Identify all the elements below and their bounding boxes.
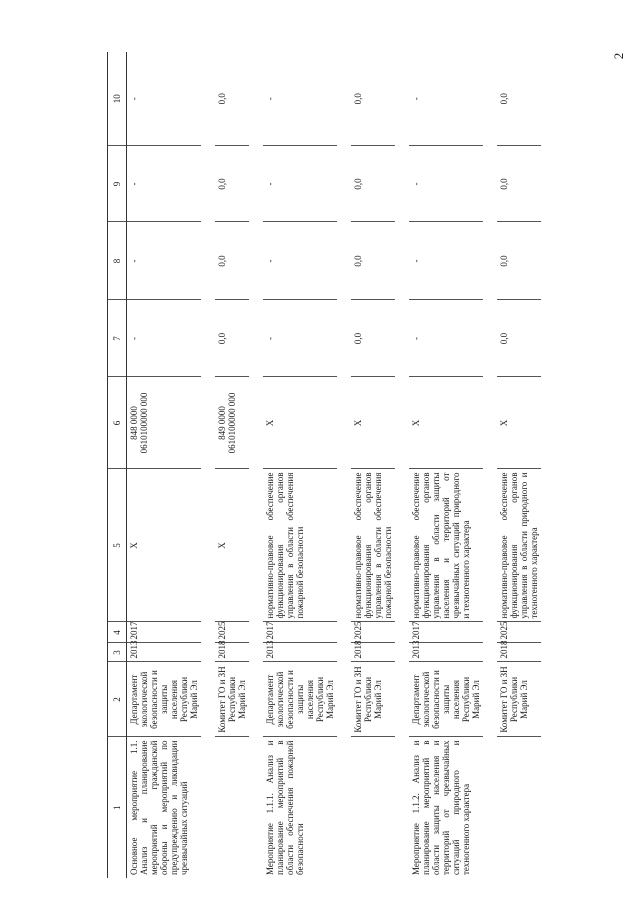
start-year-cell: 2013 (409, 643, 483, 662)
table-row (351, 52, 395, 878)
column-header-1: 1 (108, 737, 127, 878)
result-cell: нормативно-правовое обеспечение функционирования органов управления в области обеспечения пожарной безопасности (263, 469, 337, 622)
value-cell-7: - (409, 300, 483, 377)
activity-name-cell (497, 737, 541, 878)
activity-name-cell (351, 737, 395, 878)
executor-cell: Департамент экологической безопасности и защиты населения Республики Марий Эл (263, 662, 337, 737)
end-year-cell: 2017 (127, 622, 202, 643)
value-cell-7: - (127, 300, 202, 377)
value-cell-10: - (409, 52, 483, 146)
value-cell-7: - (263, 300, 337, 377)
budget-code-line: 848 0000 (129, 406, 139, 440)
end-year-cell: 2017 (409, 622, 483, 643)
value-cell-8: 0,0 (215, 222, 249, 300)
activity-name-cell: Мероприятие 1.1.2. Анализ и планирование мероприятий в области защиты населения и территорий от чрезвычайных ситуаций природного и техногенного характера (411, 740, 471, 875)
value-cell-8: 0,0 (497, 222, 541, 300)
result-cell: X (127, 469, 202, 622)
value-cell-10: 0,0 (351, 52, 395, 146)
header-row (108, 52, 127, 878)
end-year-cell: 2025 (215, 622, 249, 643)
value-cell-7: 0,0 (215, 300, 249, 377)
value-cell-9: 0,0 (497, 146, 541, 222)
activity-name-cell: Основное мероприятие 1.1. Анализ и планирование мероприятий гражданской обороны и мероприятий по предупреждению и ликвидации чрезвычайных ситуаций (129, 740, 189, 875)
value-cell-9: - (409, 146, 483, 222)
result-cell: нормативно-правовое обеспечение функционирования органов управления в области защиты населения и территорий от чрезвычайных ситуаций природного и техногенного характера (409, 469, 483, 622)
value-cell-8: - (127, 222, 202, 300)
start-year-cell: 2013 (263, 643, 337, 662)
column-header-4: 4 (108, 622, 127, 643)
column-header-5: 5 (108, 469, 127, 622)
table-row (497, 52, 541, 878)
budget-code-cell: X (263, 377, 337, 469)
value-cell-9: - (263, 146, 337, 222)
start-year-cell: 2018 (497, 643, 541, 662)
budget-code-line: 849 0000 (217, 406, 227, 440)
executor-cell: Комитет ГО и ЗН Республики Марий Эл (215, 662, 249, 737)
program-table (107, 52, 541, 878)
value-cell-9: 0,0 (215, 146, 249, 222)
value-cell-9: - (127, 146, 202, 222)
budget-code-cell (127, 377, 202, 469)
end-year-cell: 2025 (351, 622, 395, 643)
column-header-2: 2 (108, 662, 127, 737)
value-cell-8: 0,0 (351, 222, 395, 300)
executor-cell: Комитет ГО и ЗН Республики Марий Эл (351, 662, 395, 737)
column-header-3: 3 (108, 643, 127, 662)
activity-name-cell: Мероприятие 1.1.1. Анализ и планирование мероприятий в области обеспечения пожарной безопасности (265, 740, 305, 875)
value-cell-10: 0,0 (497, 52, 541, 146)
value-cell-8: - (409, 222, 483, 300)
value-cell-7: 0,0 (351, 300, 395, 377)
start-year-cell: 2018 (351, 643, 395, 662)
budget-code-cell (215, 377, 249, 469)
column-header-6: 6 (108, 377, 127, 469)
budget-code-line: 0610100000 000 (227, 392, 237, 454)
end-year-cell: 2017 (263, 622, 337, 643)
result-cell: нормативно-правовое обеспечение функционирования органов управления в области обеспечения пожарной безопасности (351, 469, 395, 622)
executor-cell: Департамент экологической безопасности и защиты населения Республики Марий Эл (127, 662, 202, 737)
executor-cell: Департамент экологической безопасности и защиты населения Республики Марий Эл (409, 662, 483, 737)
column-header-9: 9 (108, 146, 127, 222)
budget-code-cell: X (409, 377, 483, 469)
result-cell: X (215, 469, 249, 622)
end-year-cell: 2025 (497, 622, 541, 643)
budget-code-cell: X (497, 377, 541, 469)
table-row (263, 52, 337, 878)
budget-code-line: 0610100000 000 (139, 392, 149, 454)
start-year-cell: 2018 (215, 643, 249, 662)
column-header-8: 8 (108, 222, 127, 300)
value-cell-10: - (127, 52, 202, 146)
column-header-10: 10 (108, 52, 127, 146)
result-cell: нормативно-правовое обеспечение функционирования органов управления в области природного и техногенного характера (497, 469, 541, 622)
value-cell-8: - (263, 222, 337, 300)
executor-cell: Комитет ГО и ЗН Республики Марий Эл (497, 662, 541, 737)
page-number: 2 (611, 52, 626, 60)
budget-code-cell: X (351, 377, 395, 469)
value-cell-10: - (263, 52, 337, 146)
program-table-frame (107, 42, 539, 878)
value-cell-9: 0,0 (351, 146, 395, 222)
column-header-7: 7 (108, 300, 127, 377)
activity-name-cell (215, 737, 249, 878)
value-cell-7: 0,0 (497, 300, 541, 377)
table-row (409, 52, 483, 878)
table-row (215, 52, 249, 878)
value-cell-10: 0,0 (215, 52, 249, 146)
table-row (127, 52, 202, 878)
start-year-cell: 2013 (127, 643, 202, 662)
